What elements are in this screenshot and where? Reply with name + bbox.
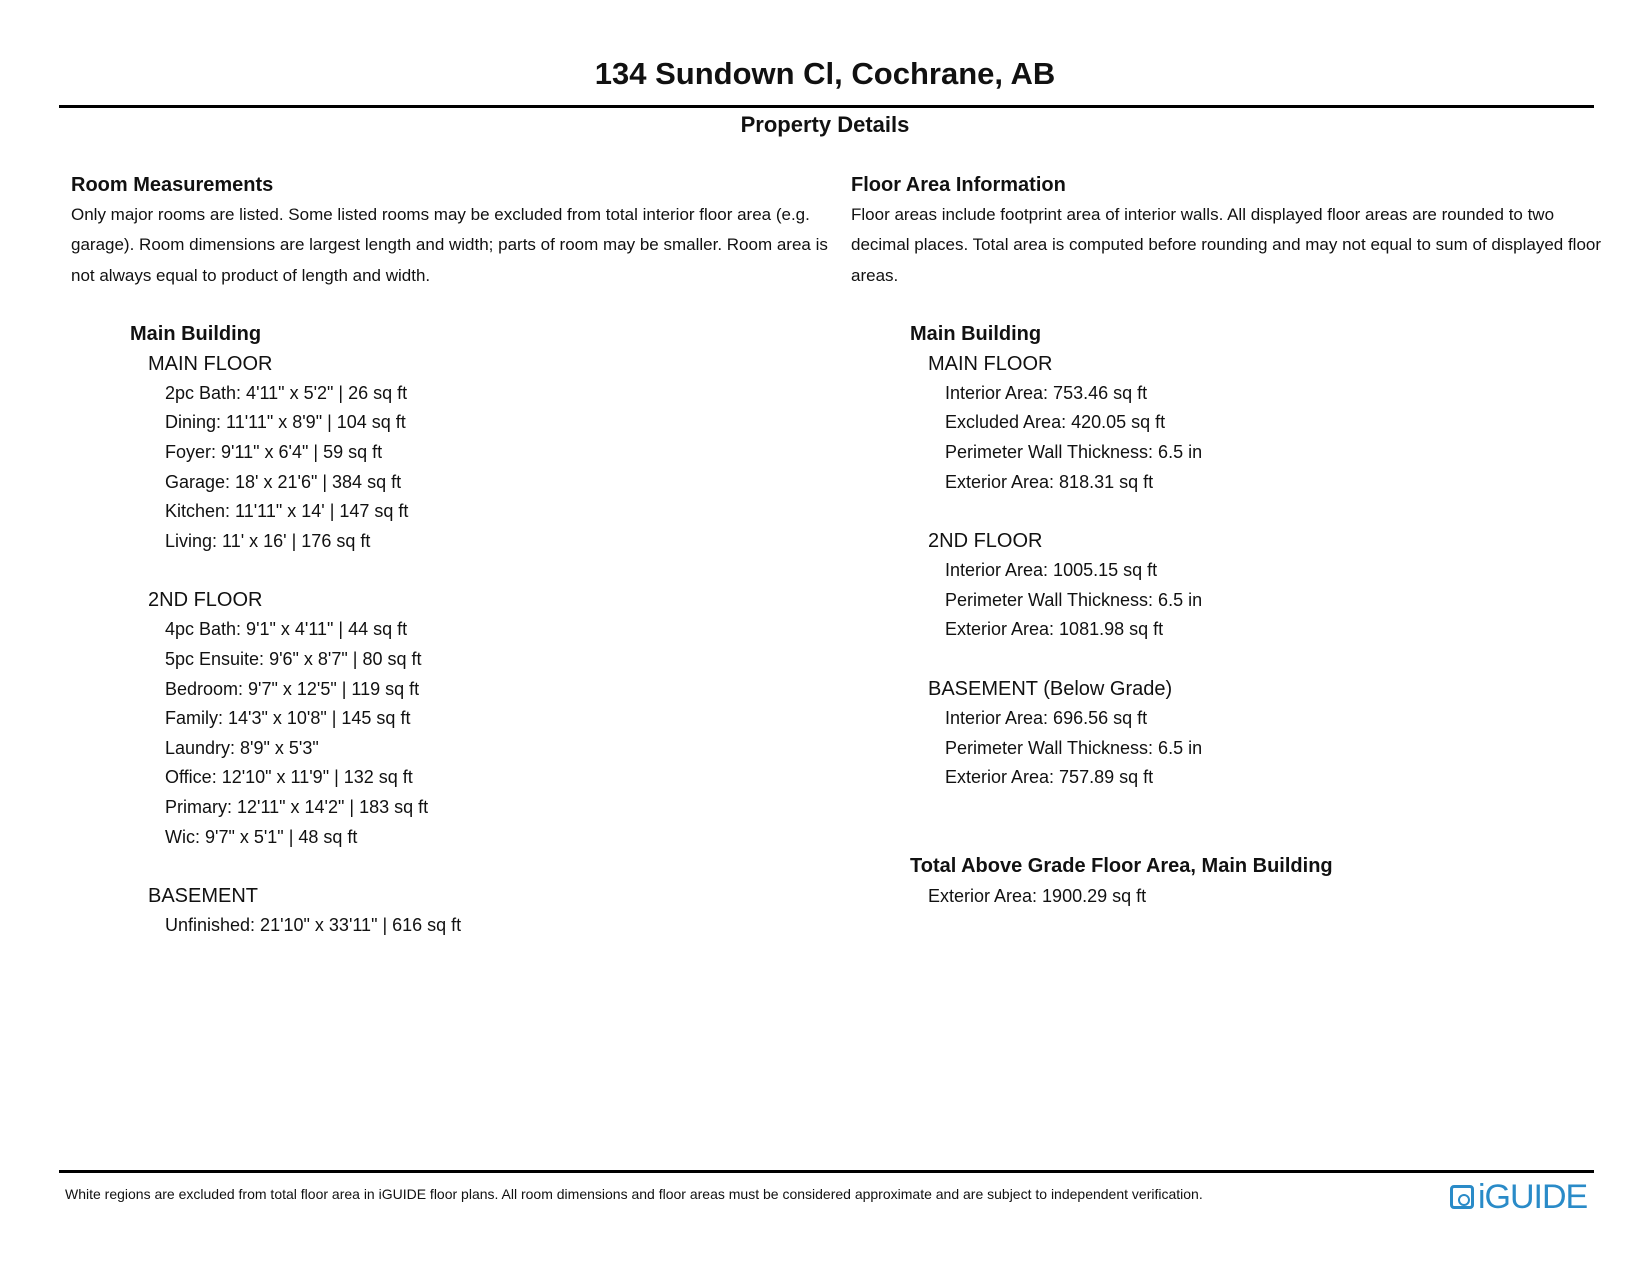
room-item: Primary: 12'11" x 14'2" | 183 sq ft	[165, 797, 429, 818]
logo-text: iGUIDE	[1478, 1178, 1588, 1216]
floor-name: BASEMENT	[148, 885, 259, 908]
room-item: Kitchen: 11'11" x 14' | 147 sq ft	[165, 501, 409, 522]
floor-area-heading: Floor Area Information	[851, 174, 1066, 196]
area-item: Perimeter Wall Thickness: 6.5 in	[945, 589, 1203, 610]
room-item: Family: 14'3" x 10'8" | 145 sq ft	[165, 708, 411, 729]
room-measurements-intro: Only major rooms are listed. Some listed rooms may be excluded from total interior floor area (e.g. garage). Room dimensions are largest length and width; parts of room may be smaller. Room area is not always equal to product of length and width.	[71, 205, 828, 285]
area-item: Exterior Area: 1081.98 sq ft	[945, 619, 1164, 640]
room-measurements-heading: Room Measurements	[71, 174, 274, 196]
room-item: Foyer: 9'11" x 6'4" | 59 sq ft	[165, 442, 383, 463]
room-item: Wic: 9'7" x 5'1" | 48 sq ft	[165, 826, 358, 847]
page-title: 134 Sundown Cl, Cochrane, AB	[594, 56, 1056, 91]
footer-divider	[59, 1170, 1594, 1173]
area-item: Interior Area: 1005.15 sq ft	[945, 560, 1158, 581]
footer-disclaimer: White regions are excluded from total floor area in iGUIDE floor plans. All room dimensions and floor areas must be considered approximate and are subject to independent verification.	[65, 1186, 1203, 1202]
floor-name: BASEMENT (Below Grade)	[928, 678, 1173, 701]
floor-name: MAIN FLOOR	[148, 352, 273, 375]
floor-area-section	[851, 170, 1611, 911]
building-name: Main Building	[910, 322, 1042, 345]
floor-name: MAIN FLOOR	[928, 352, 1053, 375]
title-divider	[59, 105, 1594, 108]
floor-name: 2ND FLOOR	[148, 589, 263, 612]
area-item: Perimeter Wall Thickness: 6.5 in	[945, 737, 1203, 758]
area-item: Excluded Area: 420.05 sq ft	[945, 412, 1166, 433]
total-area-value: Exterior Area: 1900.29 sq ft	[928, 885, 1147, 906]
area-item: Interior Area: 753.46 sq ft	[945, 382, 1148, 403]
building-name: Main Building	[130, 322, 262, 345]
total-area-heading: Total Above Grade Floor Area, Main Building	[910, 854, 1333, 877]
room-item: Bedroom: 9'7" x 12'5" | 119 sq ft	[165, 678, 420, 699]
iguide-logo	[1450, 1180, 1587, 1214]
area-item: Exterior Area: 818.31 sq ft	[945, 471, 1154, 492]
area-item: Perimeter Wall Thickness: 6.5 in	[945, 442, 1203, 463]
room-item: Unfinished: 21'10" x 33'11" | 616 sq ft	[165, 915, 462, 936]
camera-icon	[1450, 1185, 1474, 1209]
page-subtitle: Property Details	[740, 112, 910, 137]
room-measurements-section	[71, 170, 841, 941]
room-item: Laundry: 8'9" x 5'3"	[165, 737, 319, 758]
room-item: 5pc Ensuite: 9'6" x 8'7" | 80 sq ft	[165, 649, 422, 670]
floor-area-intro: Floor areas include footprint area of interior walls. All displayed floor areas are rounded to two decimal places. Total area is computed before rounding and may not equal to sum of displayed floor areas.	[851, 205, 1602, 285]
room-item: Dining: 11'11" x 8'9" | 104 sq ft	[165, 412, 406, 433]
room-item: Office: 12'10" x 11'9" | 132 sq ft	[165, 767, 413, 788]
room-item: Living: 11' x 16' | 176 sq ft	[165, 530, 371, 551]
area-item: Exterior Area: 757.89 sq ft	[945, 767, 1154, 788]
area-item: Interior Area: 696.56 sq ft	[945, 708, 1148, 729]
room-item: 4pc Bath: 9'1" x 4'11" | 44 sq ft	[165, 619, 408, 640]
floor-name: 2ND FLOOR	[928, 530, 1043, 553]
room-item: 2pc Bath: 4'11" x 5'2" | 26 sq ft	[165, 382, 408, 403]
room-item: Garage: 18' x 21'6" | 384 sq ft	[165, 471, 402, 492]
